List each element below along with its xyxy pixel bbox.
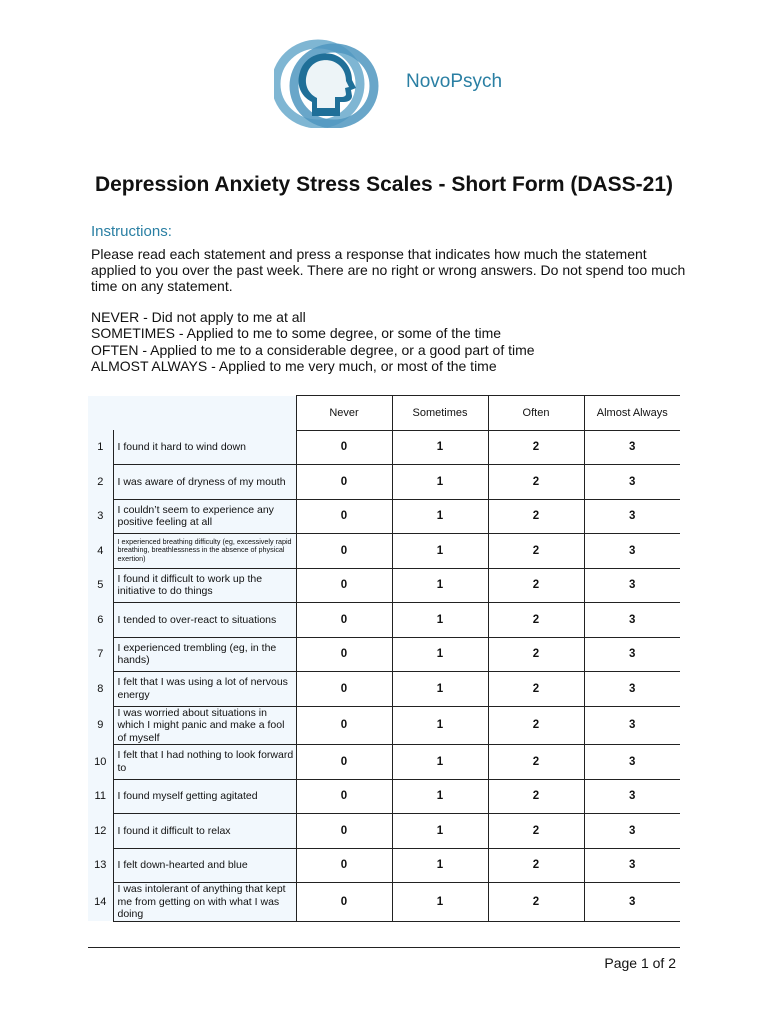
response-option-sometimes[interactable]: 1 bbox=[392, 848, 488, 883]
response-option-sometimes[interactable]: 1 bbox=[392, 706, 488, 745]
response-option-never[interactable]: 0 bbox=[296, 534, 392, 569]
table-row bbox=[88, 706, 680, 745]
response-option-almost-always[interactable]: 3 bbox=[584, 499, 680, 534]
response-option-never[interactable]: 0 bbox=[296, 672, 392, 707]
response-option-never[interactable]: 0 bbox=[296, 430, 392, 465]
response-option-never[interactable]: 0 bbox=[296, 883, 392, 922]
scale-often: OFTEN - Applied to me to a considerable degree, or a good part of time bbox=[91, 341, 535, 358]
response-option-almost-always[interactable]: 3 bbox=[584, 706, 680, 745]
item-statement: I experienced trembling (eg, in the hands) bbox=[113, 637, 296, 672]
novopsych-head-logo-icon bbox=[274, 36, 380, 128]
table-row bbox=[88, 534, 680, 569]
response-option-sometimes[interactable]: 1 bbox=[392, 603, 488, 638]
table-row bbox=[88, 814, 680, 849]
item-number: 7 bbox=[88, 637, 113, 672]
header-blank-cell bbox=[113, 396, 296, 431]
response-option-often[interactable]: 2 bbox=[488, 672, 584, 707]
dass-questionnaire-table bbox=[88, 395, 680, 922]
response-option-almost-always[interactable]: 3 bbox=[584, 465, 680, 500]
header-often: Often bbox=[488, 396, 584, 431]
table-row bbox=[88, 465, 680, 500]
item-statement: I experienced breathing difficulty (eg, excessively rapid breathing, breathlessness in the absence of physical exertion) bbox=[113, 534, 296, 569]
item-number: 11 bbox=[88, 779, 113, 814]
table-row bbox=[88, 745, 680, 780]
response-option-often[interactable]: 2 bbox=[488, 534, 584, 569]
scale-almost-always: ALMOST ALWAYS - Applied to me very much, or most of the time bbox=[91, 358, 497, 375]
response-scale-legend bbox=[91, 309, 691, 375]
response-option-almost-always[interactable]: 3 bbox=[584, 779, 680, 814]
scale-never: NEVER - Did not apply to me at all bbox=[91, 309, 306, 325]
response-option-never[interactable]: 0 bbox=[296, 814, 392, 849]
response-option-never[interactable]: 0 bbox=[296, 848, 392, 883]
table-row bbox=[88, 637, 680, 672]
response-option-sometimes[interactable]: 1 bbox=[392, 430, 488, 465]
response-option-sometimes[interactable]: 1 bbox=[392, 779, 488, 814]
table-row bbox=[88, 568, 680, 603]
response-option-almost-always[interactable]: 3 bbox=[584, 637, 680, 672]
table-row bbox=[88, 779, 680, 814]
response-option-sometimes[interactable]: 1 bbox=[392, 465, 488, 500]
response-option-never[interactable]: 0 bbox=[296, 779, 392, 814]
item-number: 13 bbox=[88, 848, 113, 883]
response-option-often[interactable]: 2 bbox=[488, 883, 584, 922]
response-option-often[interactable]: 2 bbox=[488, 499, 584, 534]
item-statement: I was intolerant of anything that kept me from getting on with what I was doing bbox=[113, 883, 296, 922]
item-number: 1 bbox=[88, 430, 113, 465]
item-statement: I tended to over-react to situations bbox=[113, 603, 296, 638]
brand-name: NovoPsych bbox=[406, 71, 503, 92]
item-number: 2 bbox=[88, 465, 113, 500]
response-option-sometimes[interactable]: 1 bbox=[392, 534, 488, 569]
table-row bbox=[88, 848, 680, 883]
item-number: 8 bbox=[88, 672, 113, 707]
item-statement: I found it difficult to work up the initiative to do things bbox=[113, 568, 296, 603]
item-number: 9 bbox=[88, 706, 113, 745]
table-header-row bbox=[88, 396, 680, 431]
item-number: 12 bbox=[88, 814, 113, 849]
response-option-almost-always[interactable]: 3 bbox=[584, 883, 680, 922]
response-option-often[interactable]: 2 bbox=[488, 814, 584, 849]
table-row bbox=[88, 672, 680, 707]
response-option-almost-always[interactable]: 3 bbox=[584, 430, 680, 465]
response-option-often[interactable]: 2 bbox=[488, 430, 584, 465]
item-number: 10 bbox=[88, 745, 113, 780]
response-option-never[interactable]: 0 bbox=[296, 745, 392, 780]
instructions-body: Please read each statement and press a response that indicates how much the statement applied to you over the past week. There are no right or wrong answers. Do not spend too much time on any statement. bbox=[91, 246, 686, 295]
response-option-never[interactable]: 0 bbox=[296, 465, 392, 500]
response-option-often[interactable]: 2 bbox=[488, 637, 584, 672]
response-option-sometimes[interactable]: 1 bbox=[392, 499, 488, 534]
response-option-often[interactable]: 2 bbox=[488, 745, 584, 780]
response-option-almost-always[interactable]: 3 bbox=[584, 745, 680, 780]
item-number: 5 bbox=[88, 568, 113, 603]
response-option-never[interactable]: 0 bbox=[296, 706, 392, 745]
response-option-almost-always[interactable]: 3 bbox=[584, 672, 680, 707]
item-number: 14 bbox=[88, 883, 113, 922]
item-number: 6 bbox=[88, 603, 113, 638]
response-option-sometimes[interactable]: 1 bbox=[392, 672, 488, 707]
response-option-almost-always[interactable]: 3 bbox=[584, 568, 680, 603]
response-option-sometimes[interactable]: 1 bbox=[392, 883, 488, 922]
item-statement: I was aware of dryness of my mouth bbox=[113, 465, 296, 500]
response-option-often[interactable]: 2 bbox=[488, 848, 584, 883]
item-statement: I found it difficult to relax bbox=[113, 814, 296, 849]
page-number: Page 1 of 2 bbox=[604, 955, 676, 971]
item-number: 3 bbox=[88, 499, 113, 534]
item-statement: I felt down-hearted and blue bbox=[113, 848, 296, 883]
response-option-often[interactable]: 2 bbox=[488, 603, 584, 638]
instructions-heading: Instructions: bbox=[91, 223, 172, 240]
response-option-sometimes[interactable]: 1 bbox=[392, 745, 488, 780]
item-statement: I found it hard to wind down bbox=[113, 430, 296, 465]
response-option-often[interactable]: 2 bbox=[488, 568, 584, 603]
response-option-almost-always[interactable]: 3 bbox=[584, 603, 680, 638]
header-almost-always: Almost Always bbox=[584, 396, 680, 431]
scale-sometimes: SOMETIMES - Applied to me to some degree, or some of the time bbox=[91, 325, 502, 342]
item-number: 4 bbox=[88, 534, 113, 569]
item-statement: I was worried about situations in which I might panic and make a fool of myself bbox=[113, 706, 296, 745]
response-option-almost-always[interactable]: 3 bbox=[584, 848, 680, 883]
header-sometimes: Sometimes bbox=[392, 396, 488, 431]
response-option-often[interactable]: 2 bbox=[488, 465, 584, 500]
response-option-never[interactable]: 0 bbox=[296, 499, 392, 534]
table-row bbox=[88, 883, 680, 922]
item-statement: I felt that I had nothing to look forward to bbox=[113, 745, 296, 780]
footer-divider bbox=[88, 947, 680, 948]
response-option-often[interactable]: 2 bbox=[488, 706, 584, 745]
response-option-never[interactable]: 0 bbox=[296, 603, 392, 638]
table-row bbox=[88, 430, 680, 465]
response-option-sometimes[interactable]: 1 bbox=[392, 568, 488, 603]
response-option-often[interactable]: 2 bbox=[488, 779, 584, 814]
response-option-never[interactable]: 0 bbox=[296, 637, 392, 672]
response-option-almost-always[interactable]: 3 bbox=[584, 814, 680, 849]
item-statement: I couldn’t seem to experience any positive feeling at all bbox=[113, 499, 296, 534]
table-row bbox=[88, 499, 680, 534]
response-option-sometimes[interactable]: 1 bbox=[392, 637, 488, 672]
page-title: Depression Anxiety Stress Scales - Short Form (DASS-21) bbox=[94, 173, 674, 196]
table-row bbox=[88, 603, 680, 638]
item-statement: I found myself getting agitated bbox=[113, 779, 296, 814]
response-option-sometimes[interactable]: 1 bbox=[392, 814, 488, 849]
header-never: Never bbox=[296, 396, 392, 431]
response-option-almost-always[interactable]: 3 bbox=[584, 534, 680, 569]
header-blank-cell bbox=[88, 396, 113, 431]
item-statement: I felt that I was using a lot of nervous energy bbox=[113, 672, 296, 707]
response-option-never[interactable]: 0 bbox=[296, 568, 392, 603]
